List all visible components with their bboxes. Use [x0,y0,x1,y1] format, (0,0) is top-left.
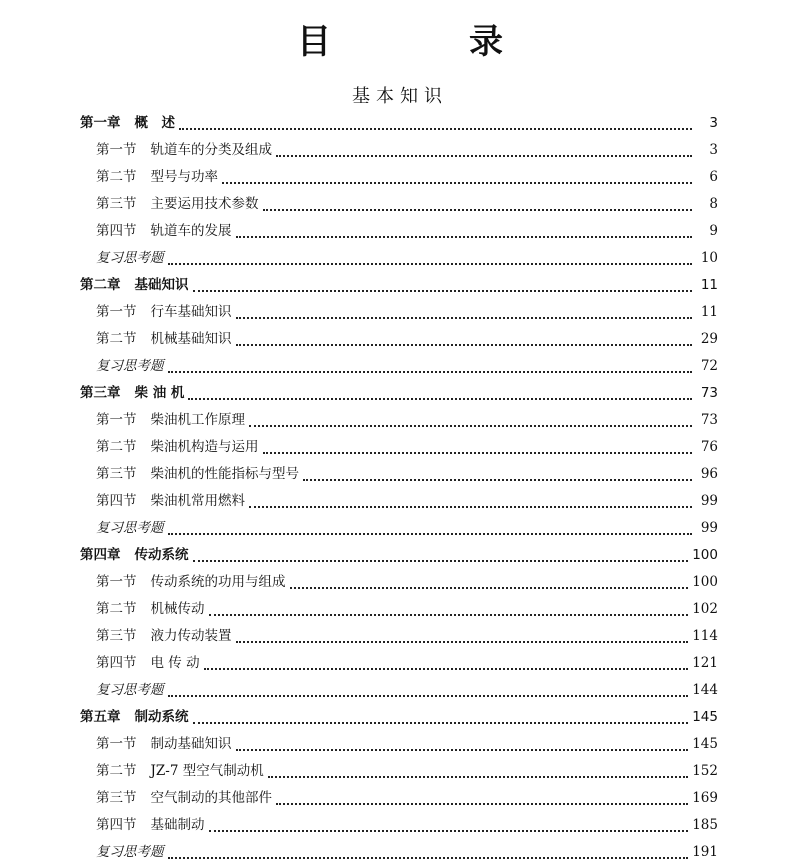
page-number: 6 [709,169,718,185]
section-title: 机械传动 [150,601,205,617]
page-number: 102 [692,601,718,617]
dot-leader [236,344,693,346]
toc-entry-label [96,299,232,326]
dot-leader [276,803,688,805]
page-number: 29 [700,331,718,347]
toc-section-row[interactable] [80,407,718,434]
review-title: 复习思考题 [96,250,164,266]
page-number: 11 [700,277,718,293]
section-number: 第一节 [96,574,137,590]
page-number: 121 [692,655,718,671]
section-title: 柴油机构造与运用 [150,439,259,455]
section-number: 第三节 [96,466,137,482]
chapter-number: 第五章 [80,709,121,725]
dot-leader [222,182,692,184]
chapter-title: 柴 油 机 [134,385,185,401]
toc-entry-label [96,326,232,353]
section-title: 传动系统的功用与组成 [150,574,286,590]
section-title: 主要运用技术参数 [150,196,259,212]
dot-leader [263,452,693,454]
page-number: 100 [692,547,718,563]
page-number: 96 [700,466,718,482]
section-number: 第四节 [96,223,137,239]
dot-leader [263,209,693,211]
toc-section-row[interactable] [80,812,718,839]
toc-section-row[interactable] [80,785,718,812]
toc-section-row[interactable] [80,164,718,191]
dot-leader [204,668,689,670]
dot-leader [236,317,693,319]
section-title: 行车基础知识 [150,304,232,320]
toc-entry-label [80,110,175,137]
dot-leader [168,263,693,265]
section-title: 柴油机工作原理 [150,412,245,428]
toc-chapter-row[interactable] [80,704,718,731]
review-title: 复习思考题 [96,682,164,698]
page-number: 72 [700,358,718,374]
dot-leader [209,614,689,616]
page-number: 11 [700,304,718,320]
page-number: 144 [692,682,718,698]
page-number: 3 [709,115,718,131]
dot-leader [268,776,688,778]
toc-entry-label [96,677,164,704]
page-number: 99 [700,493,718,509]
toc-section-row[interactable] [80,137,718,164]
section-number: 第一节 [96,142,137,158]
toc-entry-label [80,542,189,569]
toc-entry-label [80,704,189,731]
toc-section-row[interactable] [80,461,718,488]
section-number: 第二节 [96,601,137,617]
toc-section-row[interactable] [80,731,718,758]
toc-entry-label [96,407,245,434]
dot-leader [236,749,689,751]
toc-entry-label [96,434,259,461]
chapter-number: 第一章 [80,115,121,131]
dot-leader [290,587,689,589]
page-number: 99 [700,520,718,536]
toc-entry-label [96,245,164,272]
chapter-title: 传动系统 [134,547,189,563]
toc-entry-label [96,218,232,245]
page-title: 目 录 [297,22,555,62]
chapter-title: 基础知识 [134,277,189,293]
section-title: 柴油机的性能指标与型号 [150,466,299,482]
toc-section-row[interactable] [80,488,718,515]
table-of-contents [80,110,718,866]
section-title: 基础制动 [150,817,205,833]
toc-review-row[interactable] [80,245,718,272]
section-number: 第二节 [96,169,137,185]
toc-entry-label [96,596,205,623]
review-title: 复习思考题 [96,844,164,860]
page-number: 10 [700,250,718,266]
toc-chapter-row[interactable] [80,542,718,569]
toc-entry-label [96,812,205,839]
toc-section-row[interactable] [80,650,718,677]
section-number: 第二节 [96,763,137,779]
dot-leader [193,722,689,724]
section-number: 第四节 [96,817,137,833]
section-number: 第一节 [96,412,137,428]
toc-entry-label [96,353,164,380]
section-title: 空气制动的其他部件 [150,790,272,806]
section-number: 第一节 [96,736,137,752]
toc-review-row[interactable] [80,677,718,704]
dot-leader [179,128,692,130]
dot-leader [188,398,692,400]
dot-leader [168,857,689,859]
dot-leader [168,695,689,697]
dot-leader [236,236,693,238]
toc-entry-label [96,623,232,650]
toc-entry-label [96,137,272,164]
toc-entry-label [96,785,272,812]
page-number: 145 [692,709,718,725]
toc-section-row[interactable] [80,218,718,245]
dot-leader [193,560,689,562]
page-number: 191 [692,844,718,860]
toc-entry-label [96,515,164,542]
dot-leader [249,506,692,508]
toc-review-row[interactable] [80,515,718,542]
section-number: 第一节 [96,304,137,320]
toc-section-row[interactable] [80,299,718,326]
toc-entry-label [96,461,299,488]
dot-leader [303,479,692,481]
section-title: 制动基础知识 [150,736,232,752]
section-title: JZ-7 型空气制动机 [150,763,264,779]
page-number: 8 [709,196,718,212]
dot-leader [236,641,689,643]
part-heading: 基本知识 [352,86,448,107]
toc-entry-label [96,164,218,191]
toc-section-row[interactable] [80,623,718,650]
toc-entry-label [96,191,259,218]
page-number: 73 [700,412,718,428]
toc-review-row[interactable] [80,353,718,380]
page-number: 185 [692,817,718,833]
dot-leader [193,290,693,292]
section-title: 机械基础知识 [150,331,232,347]
chapter-title: 制动系统 [134,709,189,725]
toc-chapter-row[interactable] [80,110,718,137]
page-number: 152 [692,763,718,779]
toc-chapter-row[interactable] [80,380,718,407]
toc-chapter-row[interactable] [80,272,718,299]
toc-section-row[interactable] [80,569,718,596]
section-title: 柴油机常用燃料 [150,493,245,509]
section-number: 第三节 [96,790,137,806]
section-title: 电 传 动 [150,655,200,671]
dot-leader [209,830,689,832]
page-number: 169 [692,790,718,806]
toc-section-row[interactable] [80,758,718,785]
section-title: 液力传动装置 [150,628,232,644]
chapter-number: 第二章 [80,277,121,293]
page-number: 9 [709,223,718,239]
toc-entry-label [80,272,189,299]
section-number: 第四节 [96,493,137,509]
toc-entry-label [96,839,164,866]
section-title: 轨道车的发展 [150,223,232,239]
review-title: 复习思考题 [96,520,164,536]
toc-entry-label [96,758,264,785]
page-number: 76 [700,439,718,455]
page-number: 100 [692,574,718,590]
chapter-number: 第三章 [80,385,121,401]
dot-leader [168,533,693,535]
toc-entry-label [96,488,245,515]
section-number: 第三节 [96,196,137,212]
page-number: 73 [700,385,718,401]
section-number: 第二节 [96,439,137,455]
page-number: 3 [709,142,718,158]
section-title: 轨道车的分类及组成 [150,142,272,158]
toc-review-row[interactable] [80,839,718,866]
chapter-number: 第四章 [80,547,121,563]
review-title: 复习思考题 [96,358,164,374]
dot-leader [249,425,692,427]
toc-section-row[interactable] [80,596,718,623]
toc-entry-label [96,650,200,677]
toc-entry-label [80,380,184,407]
toc-section-row[interactable] [80,326,718,353]
toc-entry-label [96,569,286,596]
dot-leader [276,155,692,157]
toc-section-row[interactable] [80,434,718,461]
section-number: 第三节 [96,628,137,644]
toc-entry-label [96,731,232,758]
chapter-title: 概 述 [134,115,175,131]
page-number: 145 [692,736,718,752]
page-number: 114 [692,628,718,644]
section-title: 型号与功率 [150,169,218,185]
section-number: 第四节 [96,655,137,671]
toc-section-row[interactable] [80,191,718,218]
section-number: 第二节 [96,331,137,347]
dot-leader [168,371,693,373]
